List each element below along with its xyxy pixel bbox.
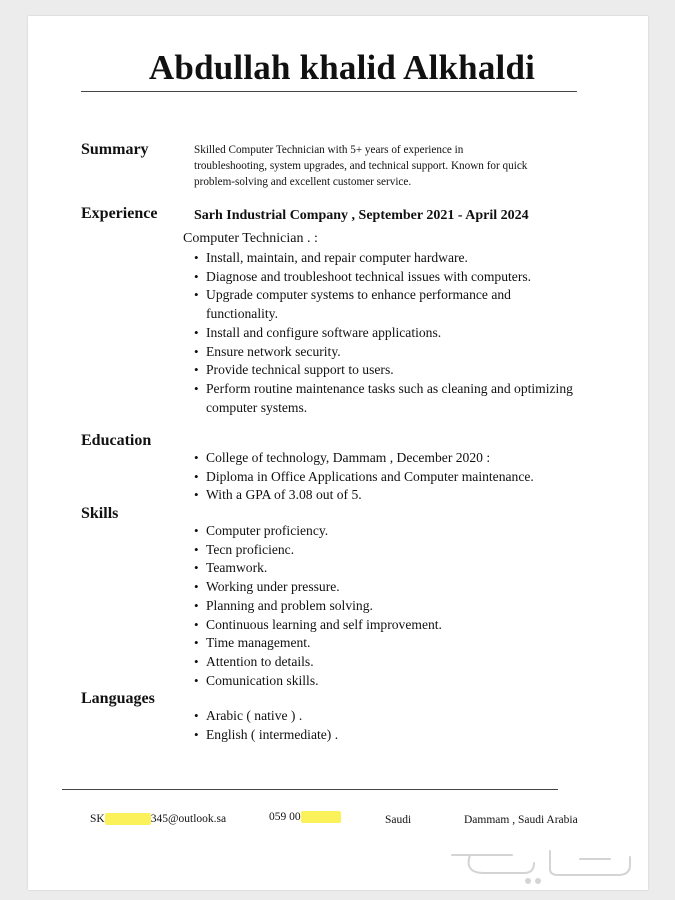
experience-heading: Experience	[81, 205, 158, 222]
list-item: • College of technology, Dammam , December 2020 :	[206, 449, 576, 468]
skills-list	[194, 522, 576, 690]
skills-heading: Skills	[81, 505, 119, 522]
languages-heading: Languages	[81, 690, 155, 707]
list-item: • Install and configure software applications.	[206, 324, 576, 343]
title-divider	[81, 91, 577, 92]
languages-list	[194, 707, 576, 744]
list-item: • Arabic ( native ) .	[206, 707, 576, 726]
experience-company: Sarh Industrial Company , September 2021 - April 2024	[194, 208, 529, 223]
experience-role: Computer Technician . :	[183, 231, 318, 246]
list-item: • Computer proficiency.	[206, 522, 576, 541]
phone-prefix: 059 00	[269, 811, 301, 823]
list-item: • Continuous learning and self improvement.	[206, 616, 576, 635]
list-item: • Teamwork.	[206, 559, 576, 578]
list-item: • With a GPA of 3.08 out of 5.	[206, 486, 576, 505]
list-item: • Working under pressure.	[206, 578, 576, 597]
list-item: • Diploma in Office Applications and Computer maintenance.	[206, 468, 576, 487]
email-prefix: SK	[90, 813, 105, 825]
redaction-highlight: 00000012	[104, 813, 151, 825]
education-list	[194, 449, 576, 505]
list-item: • Attention to details.	[206, 653, 576, 672]
list-item: • Perform routine maintenance tasks such as cleaning and optimizing computer systems.	[206, 380, 576, 417]
list-item: • Provide technical support to users.	[206, 361, 576, 380]
list-item: • Planning and problem solving.	[206, 597, 576, 616]
summary-heading: Summary	[81, 141, 149, 158]
footer-nationality: Saudi	[385, 814, 412, 826]
list-item: • Install, maintain, and repair computer hardware.	[206, 249, 576, 268]
resume-name: Abdullah khalid Alkhaldi	[148, 48, 536, 87]
list-item: • Time management.	[206, 634, 576, 653]
list-item: • Upgrade computer systems to enhance performance and functionality.	[206, 286, 576, 323]
footer-email	[90, 813, 226, 825]
watermark-logo-icon	[430, 835, 640, 885]
footer-phone	[269, 811, 341, 823]
education-heading: Education	[81, 432, 152, 449]
redaction-highlight: 0000000	[300, 811, 341, 823]
list-item: • English ( intermediate) .	[206, 726, 576, 745]
footer-location: Dammam , Saudi Arabia	[464, 814, 578, 826]
footer-divider	[62, 789, 558, 790]
list-item: • Comunication skills.	[206, 672, 576, 691]
summary-text: Skilled Computer Technician with 5+ years of experience in troubleshooting, system upgrades, and technical support. Known for quick problem-solving and excellent customer service.	[194, 144, 528, 188]
experience-duties-list	[194, 249, 576, 417]
list-item: • Tecn proficienc.	[206, 541, 576, 560]
list-item: • Ensure network security.	[206, 343, 576, 362]
list-item: • Diagnose and troubleshoot technical issues with computers.	[206, 268, 576, 287]
email-suffix: 345@outlook.sa	[150, 813, 227, 825]
